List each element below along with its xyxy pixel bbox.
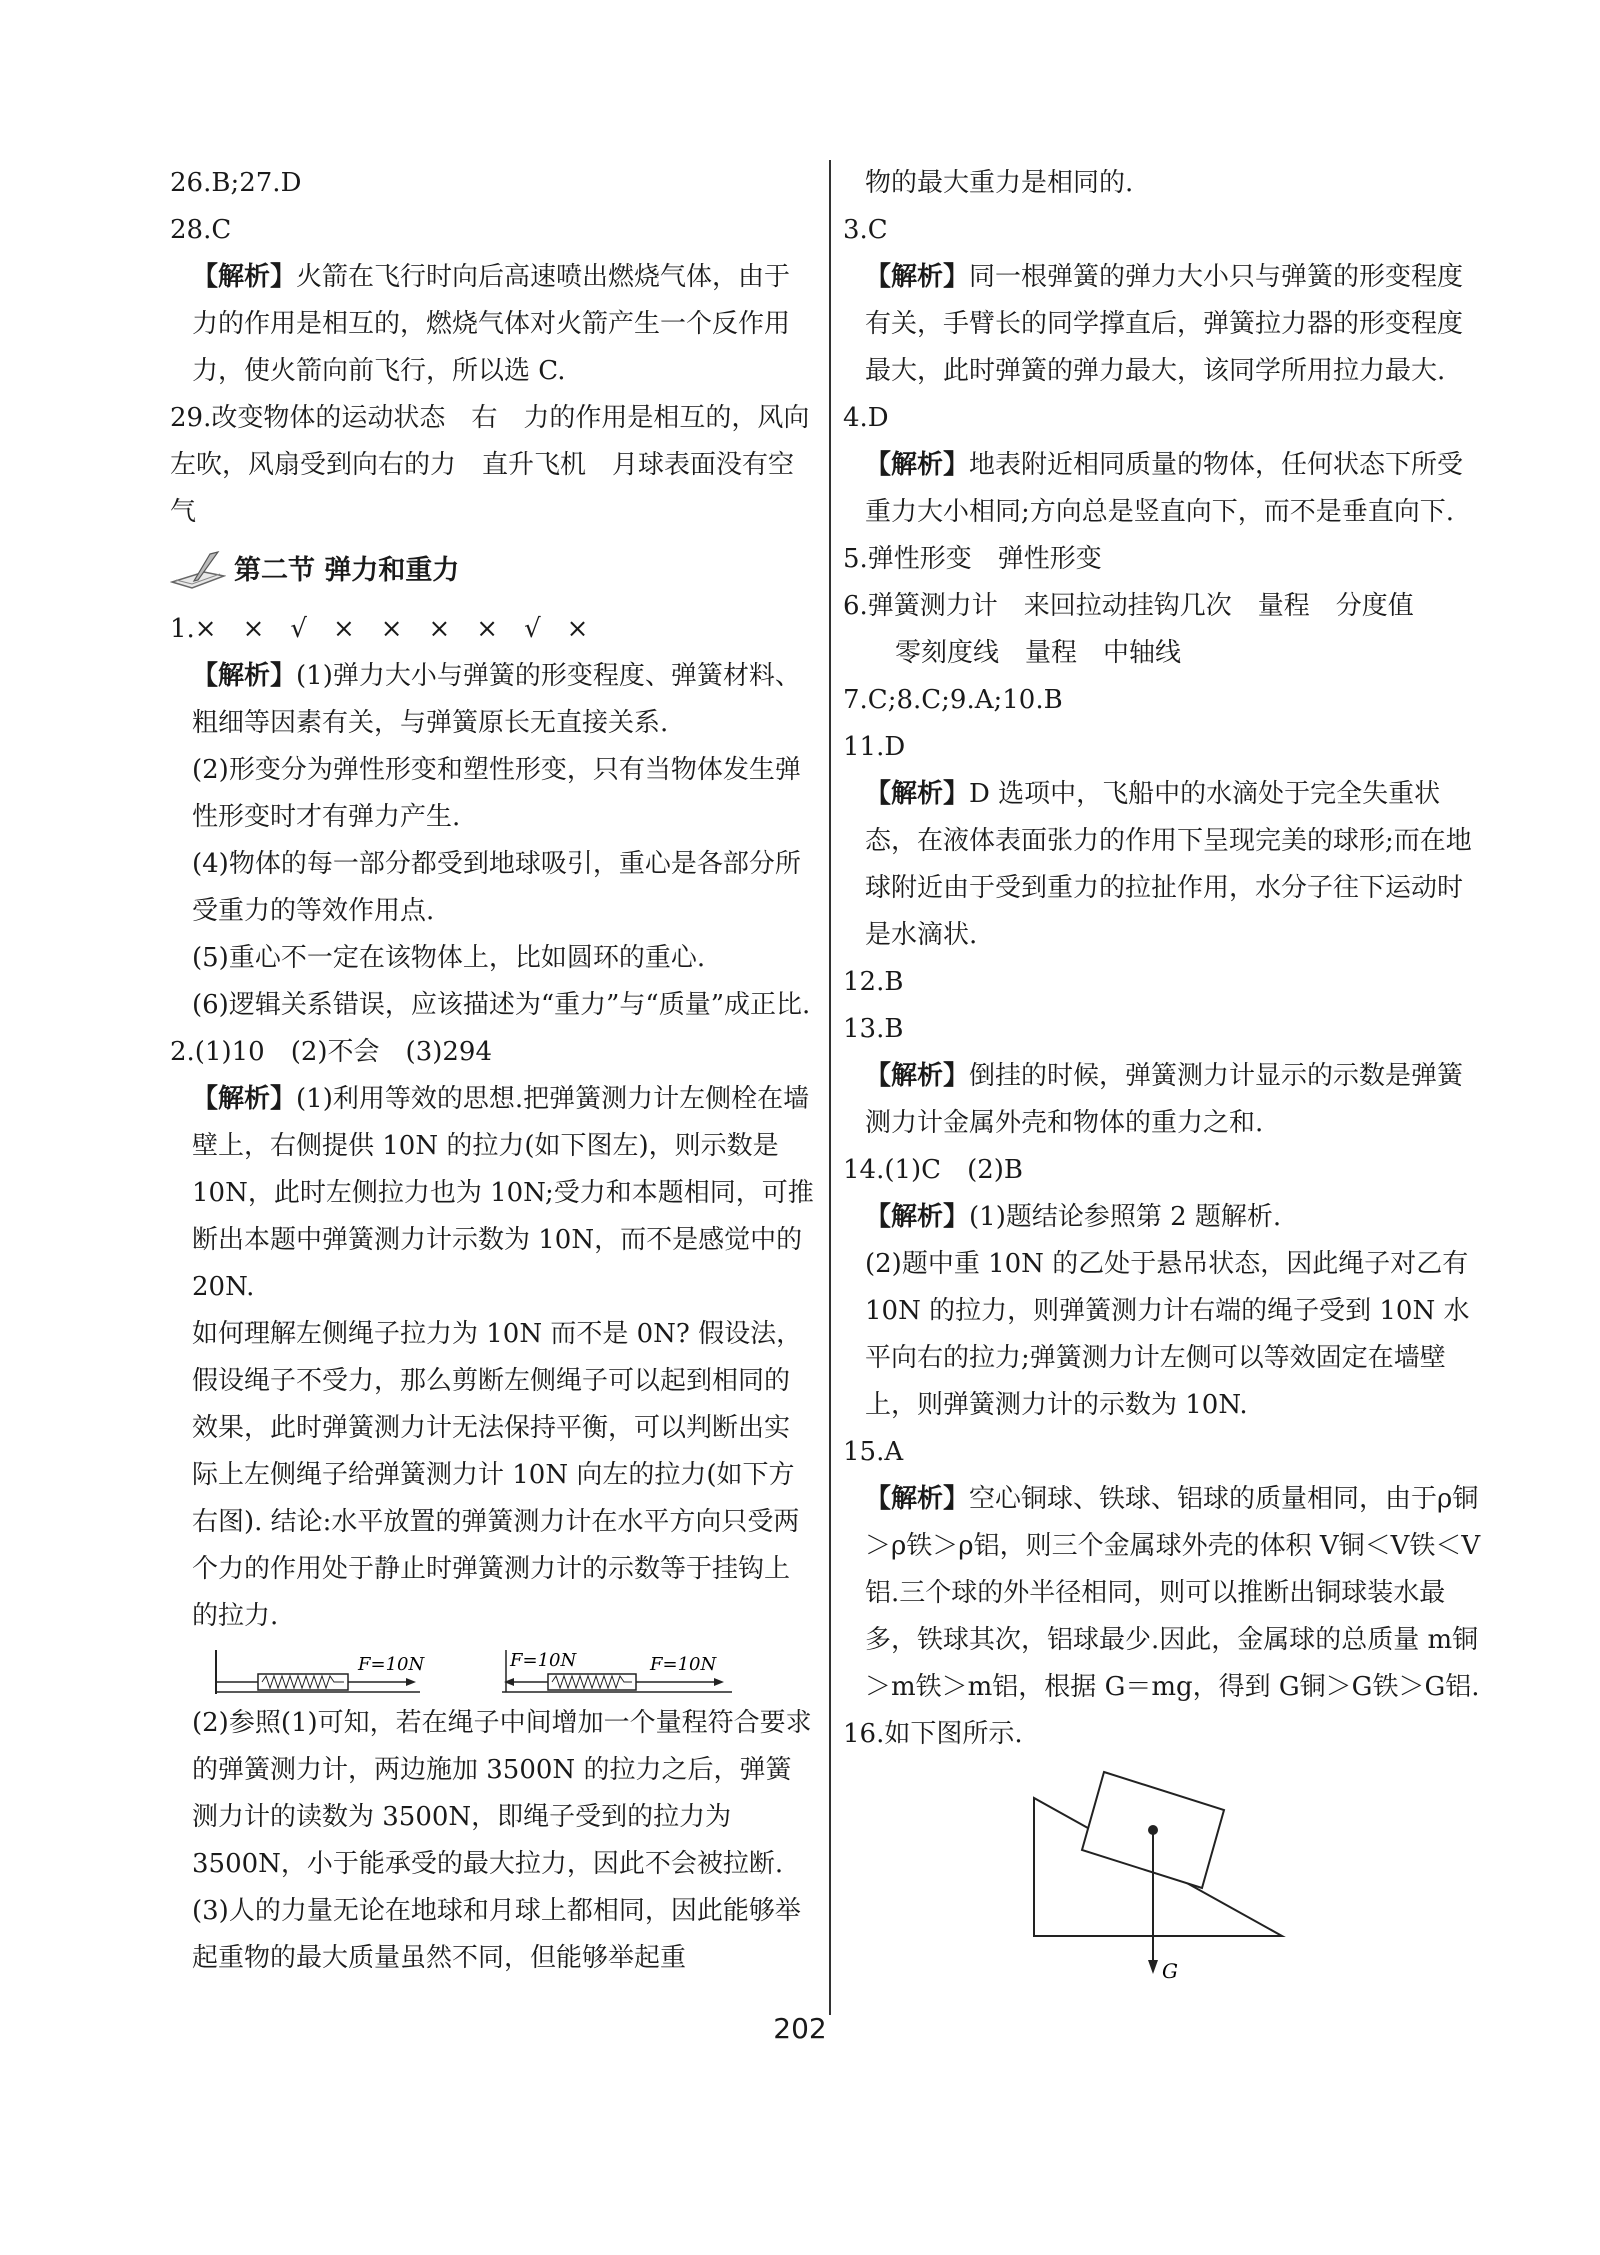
force-label: F=10N <box>358 1654 425 1675</box>
analysis-3-text: 同一根弹簧的弹力大小只与弹簧的形变程度有关，手臂长的同学撑直后，弹簧拉力器的形变程度最大，此时弹簧的弹力最大，该同学所用拉力最大. <box>865 262 1464 386</box>
book-icon <box>170 550 226 590</box>
answer-13: 13.B <box>843 1014 904 1044</box>
analysis-14-2: (2)题中重 10N 的乙处于悬吊状态，因此绳子对乙有 10N 的拉力，则弹簧测力计右端的绳子受到 10N 水平向右的拉力;弹簧测力计左侧可以等效固定在墙壁上，则弹簧测力计的示数为 10N. <box>865 1249 1470 1420</box>
analysis-2-1 <box>170 1076 815 1311</box>
analysis-tag: 【解析】 <box>192 1084 297 1114</box>
analysis-1-4: (4)物体的每一部分都受到地球吸引，重心是各部分所受重力的等效作用点. <box>192 849 801 926</box>
analysis-tag: 【解析】 <box>865 1202 970 1232</box>
left-column <box>170 160 815 1982</box>
analysis-2-text: (1)利用等效的思想.把弹簧测力计左侧栓在墙壁上，右侧提供 10N 的拉力(如下图左)，则示数是 10N，此时左侧拉力也为 10N;受力和本题相同，可推断出本题中弹簧测力计示数为 10N，而不是感觉中的 20N. <box>192 1084 814 1302</box>
answer-14: 14.(1)C (2)B <box>843 1155 1024 1185</box>
right-column <box>843 160 1488 2004</box>
analysis-28-text: 火箭在飞行时向后高速喷出燃烧气体，由于力的作用是相互的，燃烧气体对火箭产生一个反作用力，使火箭向前飞行，所以选 C. <box>192 262 791 386</box>
answer-11: 11.D <box>843 732 906 762</box>
analysis-1-1 <box>170 653 815 747</box>
spring-scale-figures <box>170 1642 815 1700</box>
answer-12: 12.B <box>843 967 904 997</box>
analysis-4-text: 地表附近相同质量的物体，任何状态下所受重力大小相同;方向总是竖直向下，而不是垂直向下. <box>865 450 1464 527</box>
answer-15: 15.A <box>843 1437 904 1467</box>
analysis-11 <box>843 771 1488 959</box>
answer-16: 16.如下图所示. <box>843 1719 1023 1749</box>
analysis-11-text: D 选项中，飞船中的水滴处于完全失重状态，在液体表面张力的作用下呈现完美的球形;而在地球附近由于受到重力的拉扯作用，水分子往下运动时是水滴状. <box>865 779 1472 950</box>
analysis-28 <box>170 254 815 395</box>
answer-26-27: 26.B;27.D <box>170 168 302 198</box>
page-number: 202 <box>773 2012 827 2045</box>
spring-scale-figure-left <box>210 1642 440 1698</box>
analysis-tag: 【解析】 <box>865 450 970 480</box>
analysis-3 <box>843 254 1488 395</box>
answer-6-cont: 零刻度线 量程 中轴线 <box>895 638 1182 668</box>
answer-1: 1.× × √ × × × × √ × <box>170 614 589 644</box>
answer-5: 5.弹性形变 弹性形变 <box>843 544 1102 574</box>
force-label-left: F=10N <box>510 1650 577 1671</box>
analysis-tag: 【解析】 <box>865 262 970 292</box>
analysis-4 <box>843 442 1488 536</box>
analysis-1-text: (1)弹力大小与弹簧的形变程度、弹簧材料、粗细等因素有关，与弹簧原长无直接关系. <box>192 661 801 738</box>
analysis-2-3-cont: 物的最大重力是相同的. <box>865 168 1134 198</box>
analysis-15-formula: ρ铜＞ρ铁＞ρ铝，则三个金属球外壳的体积 V铜＜V铁＜V铝.三个球的外半径相同，则可以推断出铜球装水最多，铁球其次，铝球最少.因此，金属球的总质量 m铜＞m铁＞m铝，根据 G＝mg，得到 G铜＞G铁＞G铝. <box>865 1484 1481 1702</box>
analysis-15 <box>843 1476 1488 1711</box>
analysis-14-text: (1)题结论参照第 2 题解析. <box>969 1202 1282 1232</box>
analysis-15-text: 空心铜球、铁球、铝球的质量相同，由于 <box>969 1484 1438 1514</box>
answer-3: 3.C <box>843 215 888 245</box>
analysis-13 <box>843 1053 1488 1147</box>
force-label-right: F=10N <box>650 1654 717 1675</box>
analysis-tag: 【解析】 <box>865 779 970 809</box>
analysis-2-1b: 如何理解左侧绳子拉力为 10N 而不是 0N? 假设法，假设绳子不受力，那么剪断左侧绳子可以起到相同的效果，此时弹簧测力计无法保持平衡，可以判断出实际上左侧绳子给弹簧测力计 10N 向左的拉力(如下方右图). 结论:水平放置的弹簧测力计在水平方向只受两个力的作用处于静止时弹簧测力计的示数等于挂钩上的拉力. <box>192 1319 803 1631</box>
section-heading <box>170 540 815 600</box>
answer-2: 2.(1)10 (2)不会 (3)294 <box>170 1037 493 1067</box>
spring-scale-figure-right <box>500 1642 740 1698</box>
analysis-2-3: (3)人的力量无论在地球和月球上都相同，因此能够举起重物的最大质量虽然不同，但能够举起重 <box>192 1896 801 1973</box>
analysis-tag: 【解析】 <box>865 1061 970 1091</box>
analysis-2-2: (2)参照(1)可知，若在绳子中间增加一个量程符合要求的弹簧测力计，两边施加 3500N 的拉力之后，弹簧测力计的读数为 3500N，即绳子受到的拉力为 3500N，小于能承受的最大拉力，因此不会被拉断. <box>192 1708 812 1879</box>
section-title: 第二节 弹力和重力 <box>234 554 460 586</box>
analysis-tag: 【解析】 <box>192 661 297 691</box>
gravity-label: G <box>1162 1959 1178 1983</box>
answer-6: 6.弹簧测力计 来回拉动挂钩几次 量程 分度值 <box>843 591 1414 621</box>
incline-figure <box>1028 1768 1288 1988</box>
answer-4: 4.D <box>843 403 889 433</box>
answer-29: 29.改变物体的运动状态 右 力的作用是相互的，风向左吹，风扇受到向右的力 直升飞机 月球表面没有空气 <box>170 403 810 527</box>
analysis-tag: 【解析】 <box>865 1484 970 1514</box>
analysis-13-text: 倒挂的时候，弹簧测力计显示的示数是弹簧测力计金属外壳和物体的重力之和. <box>865 1061 1464 1138</box>
analysis-1-5: (5)重心不一定在该物体上，比如圆环的重心. <box>192 943 706 973</box>
analysis-14-1 <box>843 1194 1488 1241</box>
answer-28: 28.C <box>170 215 232 245</box>
analysis-1-2: (2)形变分为弹性形变和塑性形变，只有当物体发生弹性形变时才有弹力产生. <box>192 755 801 832</box>
analysis-tag: 【解析】 <box>192 262 297 292</box>
answer-7-10: 7.C;8.C;9.A;10.B <box>843 685 1063 715</box>
analysis-1-6: (6)逻辑关系错误，应该描述为“重力”与“质量”成正比. <box>192 990 811 1020</box>
column-divider <box>829 160 831 2015</box>
